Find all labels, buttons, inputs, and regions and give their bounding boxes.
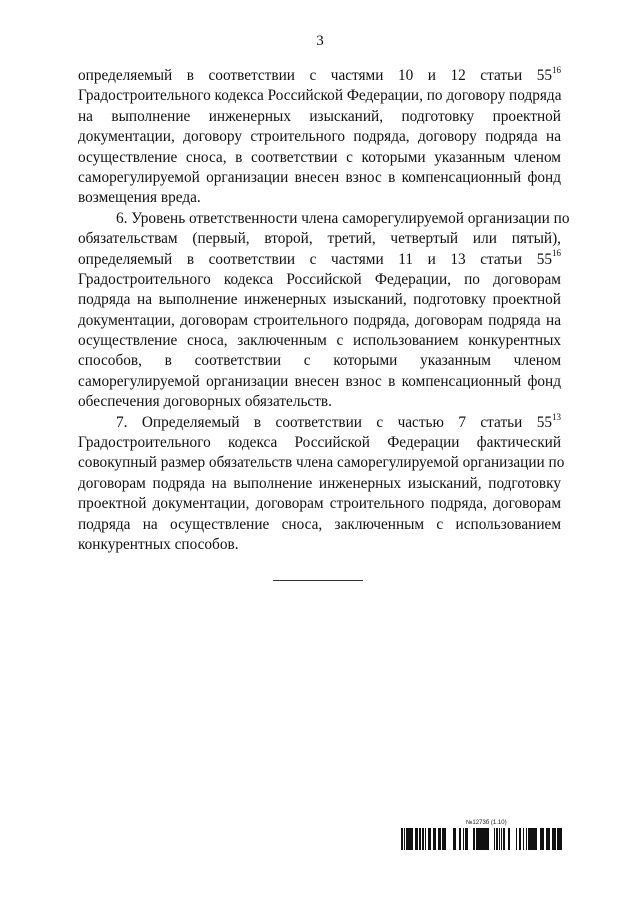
barcode-bar: [455, 828, 456, 850]
barcode-bar: [433, 828, 434, 850]
paragraph-6: [78, 209, 570, 413]
barcode-bar: [435, 828, 436, 850]
barcode-bar: [480, 828, 481, 850]
barcode-bar: [459, 828, 460, 850]
barcode-bar: [560, 828, 561, 850]
barcode-bar: [401, 828, 402, 850]
barcode-bar: [519, 828, 521, 850]
barcode-bar: [508, 828, 510, 850]
text-line: 6. Уровень ответственности члена саморегулируемой организации по: [116, 209, 570, 227]
text-line: договорам подряда на выполнение инженерных изысканий, подготовку: [78, 474, 561, 492]
barcode-bar: [444, 828, 446, 850]
barcode-bar: [422, 828, 423, 850]
barcode-bar: [440, 828, 441, 850]
barcode-bar: [482, 828, 484, 850]
end-of-text-separator: [273, 580, 363, 581]
barcode-bar: [442, 828, 443, 850]
barcode-bar: [552, 828, 554, 850]
text-line: документации, договору строительного подряда, договору подряда на: [78, 128, 561, 146]
text-line: обеспечения договорных обязательств.: [78, 393, 332, 411]
barcode-bar: [467, 828, 468, 850]
barcode-bar: [465, 828, 467, 850]
barcode-bar: [416, 828, 418, 850]
text-line: Градостроительного кодекса Российской Федерации, по договору подряда: [78, 87, 562, 105]
text-line: документации, договорам строительного подряда, договорам подряда на: [78, 311, 561, 329]
barcode-bar: [499, 828, 500, 850]
barcode-bar: [526, 828, 527, 850]
barcode-bar: [479, 828, 480, 850]
barcode-icon: [400, 828, 562, 850]
barcode-bar: [481, 828, 482, 850]
barcode-bar: [494, 828, 495, 850]
barcode-bar: [540, 828, 541, 850]
barcode-bar: [533, 828, 534, 850]
barcode-bar: [434, 828, 435, 850]
paragraph-5-continuation: [78, 66, 561, 209]
text-line: способов, в соответствии с которыми указанным членом: [78, 352, 561, 370]
barcode-bar: [460, 828, 461, 850]
barcode-bar: [423, 828, 424, 850]
barcode-bar: [438, 828, 440, 850]
text-line: Градостроительного кодекса Российской Федерации фактический: [78, 434, 561, 452]
barcode-bar: [548, 828, 549, 850]
barcode-bar: [503, 828, 505, 850]
text-line: подряда на выполнение инженерных изысканий, подготовку проектной: [78, 291, 561, 309]
document-code: №1273б (1.10): [466, 820, 507, 826]
barcode-bar: [485, 828, 487, 850]
barcode-bar: [497, 828, 498, 850]
barcode-bar: [402, 828, 403, 850]
barcode-bar: [532, 828, 533, 850]
text-line: подряда на осуществление сноса, заключенным с использованием: [78, 515, 561, 533]
barcode-bar: [454, 828, 455, 850]
text-line: 7. Определяемый в соответствии с частью 7 статьи $55^{13}$: [116, 411, 561, 431]
text-line: определяемый в соответствии с частями 10 и 12 статьи $55^{16}$: [78, 64, 561, 84]
page-number: 3: [316, 33, 324, 49]
barcode-bar: [534, 828, 536, 850]
barcode-bar: [561, 828, 562, 850]
superscript: 16: [552, 248, 561, 259]
text-line: осуществление сноса, заключенным с использованием конкурентных: [78, 332, 561, 350]
barcode-bar: [546, 828, 547, 850]
text-line: обязательствам (первый, второй, третий, четвертый или пятый),: [78, 230, 561, 248]
barcode-bar: [476, 828, 478, 850]
barcode-bar: [501, 828, 502, 850]
text-line: осуществление сноса, в соответствии с которыми указанным членом: [78, 148, 561, 166]
barcode-bar: [411, 828, 412, 850]
barcode-bar: [488, 828, 489, 850]
barcode-bar: [555, 828, 556, 850]
text-line: конкурентных способов.: [78, 535, 239, 553]
barcode-bar: [478, 828, 479, 850]
barcode-bar: [516, 828, 517, 850]
barcode-bar: [406, 828, 408, 850]
superscript: 13: [552, 411, 561, 422]
barcode-bar: [559, 828, 560, 850]
barcode-bar: [528, 828, 530, 850]
barcode-bar: [554, 828, 555, 850]
text-line: определяемый в соответствии с частями 11 и 13 статьи $55^{16}$: [78, 248, 561, 268]
text-line: саморегулируемой организации внесен взнос в компенсационный фонд: [78, 168, 561, 186]
barcode-bar: [404, 828, 405, 850]
text-line: проектной документации, договорам строительного подряда, договорам: [78, 495, 561, 513]
barcode-bar: [530, 828, 532, 850]
text-line: Градостроительного кодекса Российской Федерации, по договорам: [78, 270, 561, 288]
text-line: саморегулируемой организации внесен взнос в компенсационный фонд: [78, 372, 561, 390]
barcode-bar: [547, 828, 548, 850]
barcode-bar: [425, 828, 426, 850]
barcode-bar: [443, 828, 444, 850]
barcode-bar: [409, 828, 411, 850]
barcode-bar: [419, 828, 421, 850]
text-line: возмещения вреда.: [78, 189, 201, 207]
barcode-bar: [415, 828, 416, 850]
barcode-bar: [557, 828, 559, 850]
barcode-bar: [474, 828, 475, 850]
barcode-bar: [408, 828, 409, 850]
barcode-bar: [549, 828, 550, 850]
superscript: 16: [552, 64, 561, 75]
barcode-bar: [543, 828, 544, 850]
barcode-bar: [473, 828, 474, 850]
barcode-bar: [429, 828, 431, 850]
text-line: совокупный размер обязательств члена саморегулируемой организации по: [78, 454, 565, 472]
paragraph-7: [78, 411, 565, 556]
barcode-bar: [463, 828, 464, 850]
barcode-bar: [484, 828, 485, 850]
barcode-bar: [496, 828, 497, 850]
barcode-bar: [536, 828, 537, 850]
text-line: на выполнение инженерных изысканий, подготовку проектной: [78, 107, 561, 125]
barcode-bar: [523, 828, 524, 850]
barcode-bar: [428, 828, 429, 850]
barcode-bar: [453, 828, 454, 850]
barcode-bar: [487, 828, 488, 850]
barcode-bar: [412, 828, 413, 850]
document-body: [78, 64, 570, 555]
barcode-bar: [541, 828, 543, 850]
